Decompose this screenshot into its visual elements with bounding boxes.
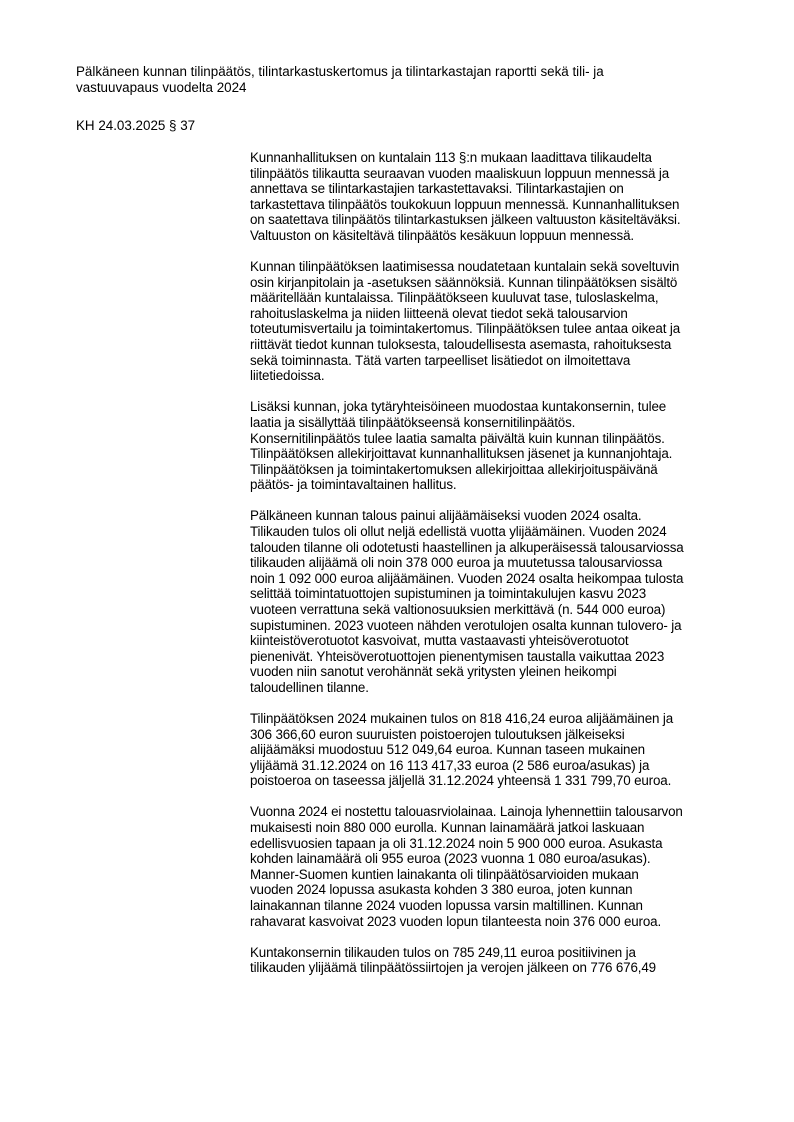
text-line: poistoeroa on taseessa jäljellä 31.12.2024 yhteensä 1 331 799,70 euroa. (250, 773, 672, 789)
text-line: vuoden niin sanotut verohännät sekä yritysten yleinen heikompi (250, 664, 617, 680)
text-line: ylijäämä 31.12.2024 on 16 113 417,33 euroa (2 586 euroa/asukas) ja (250, 757, 650, 773)
meeting-reference: KH 24.03.2025 § 37 (76, 118, 196, 133)
text-line: talouden tilanne oli odotetusti haastellinen ja alkuperäisessä talousarviossa (250, 539, 684, 555)
paragraph-economy-2024 (250, 508, 750, 695)
text-line: vuoteen verrattuna sekä valtionosuuksien merkittävä (n. 544 000 euroa) (250, 601, 666, 617)
page-title-line: Pälkäneen kunnan tilinpäätös, tilintarkastuskertomus ja tilintarkastajan raportti sekä tili- ja (76, 64, 604, 79)
text-line: tarkastettava tilinpäätös toukokuun loppuun mennessä. Kunnanhallituksen (250, 196, 680, 212)
paragraph-result-2024 (250, 711, 750, 789)
text-line: pienenivät. Yhteisöverotuottojen pienentymisen taustalla vaikuttaa 2023 (250, 648, 665, 664)
text-line: rahavarat kasvoivat 2023 vuoden lopun tilanteesta noin 376 000 euroa. (250, 913, 662, 929)
text-line: määritellään kuntalaissa. Tilinpäätökseen kuuluvat tase, tuloslaskelma, (250, 290, 659, 306)
text-line: Kunnanhallituksen on kuntalain 113 §:n mukaan laadittava tilikaudelta (250, 150, 652, 165)
text-line: Tilinpäätöksen 2024 mukainen tulos on 818 416,24 euroa alijäämäinen ja (250, 711, 674, 726)
text-line: vuoden 2024 lopussa asukasta kohden 3 380 euroa, joten kunnan (250, 882, 633, 898)
text-line: tilinpäätös tilikautta seuraavan vuoden maaliskuun loppuun mennessä ja (250, 165, 670, 181)
text-line: osin kirjanpitolain ja -asetuksen säännöksiä. Kunnan tilinpäätöksen sisältö (250, 274, 678, 290)
text-line: päätös- ja toimintavaltainen hallitus. (250, 477, 457, 493)
text-line: sekä toiminnasta. Tätä varten tarpeelliset lisätiedot on ilmoitettava (250, 352, 631, 368)
text-line: supistuminen. 2023 vuoteen nähden verotulojen osalta kunnan tulovero- ja (250, 617, 682, 633)
text-line: mukaisesti noin 880 000 eurolla. Kunnan lainamäärä jatkoi laskuaan (250, 820, 645, 836)
paragraph-group-result (250, 945, 750, 976)
document-body (250, 150, 750, 991)
text-line: Vuonna 2024 ei nostettu talouasrviolainaa. Lainoja lyhennettiin talousarvon (250, 804, 683, 820)
page-title-line: vastuuvapaus vuodelta 2024 (76, 80, 247, 95)
text-line: riittävät tiedot kunnan tuloksesta, taloudellisesta asemasta, rahoituksesta (250, 337, 672, 353)
paragraph-group-statement (250, 399, 750, 493)
paragraph-statement-contents (250, 259, 750, 384)
paragraph-financial-statement-deadlines (250, 150, 750, 244)
text-line: liitetiedoissa. (250, 368, 325, 384)
text-line: annettava se tilintarkastajien tarkastettavaksi. Tilintarkastajien on (250, 181, 624, 197)
text-line: Lisäksi kunnan, joka tytäryhteisöineen muodostaa kuntakonsernin, tulee (250, 399, 667, 415)
text-line: selittää toimintatuottojen supistuminen ja toimintakulujen kasvu 2023 (250, 586, 647, 602)
text-line: toteutumisvertailu ja toimintakertomus. Tilinpäätöksen tulee antaa oikeat ja (250, 321, 680, 337)
text-line: kiinteistöverotuotot kasvoivat, mutta vastaavasti yhteisöverotuotot (250, 633, 629, 649)
text-line: Pälkäneen kunnan talous painui alijäämäiseksi vuoden 2024 osalta. (250, 508, 642, 524)
text-line: on saatettava tilinpäätös tilintarkastuksen jälkeen valtuuston käsiteltäväksi. (250, 212, 681, 228)
paragraph-loans (250, 804, 750, 929)
text-line: 306 366,60 euron suuruisten poistoerojen tuloutuksen jälkeiseksi (250, 726, 625, 742)
text-line: edellisvuosien tapaan ja oli 31.12.2024 noin 5 900 000 euroa. Asukasta (250, 835, 663, 851)
text-line: Tilinpäätöksen ja toimintakertomuksen allekirjoittaa allekirjoituspäivänä (250, 461, 658, 477)
text-line: Tilinpäätöksen allekirjoittavat kunnanhallituksen jäsenet ja kunnanjohtaja. (250, 446, 673, 462)
text-line: rahoituslaskelma ja niiden liitteenä olevat tiedot sekä talousarvion (250, 305, 628, 321)
text-line: Valtuuston on käsiteltävä tilinpäätös kesäkuun loppuun mennessä. (250, 227, 634, 243)
text-line: noin 1 092 000 euroa alijäämäinen. Vuoden 2024 osalta heikompaa tulosta (250, 570, 684, 586)
text-line: alijäämäksi muodostuu 512 049,64 euroa. Kunnan taseen mukainen (250, 742, 645, 758)
text-line: lainakannan tilanne 2024 vuoden lopussa varsin maltillinen. Kunnan (250, 898, 643, 914)
text-line: Kunnan tilinpäätöksen laatimisessa noudatetaan kuntalain sekä soveltuvin (250, 259, 680, 275)
page-title (76, 64, 716, 96)
text-line: tilikauden ylijäämä tilinpäätössiirtojen ja verojen jälkeen on 776 676,49 (250, 960, 656, 976)
text-line: Kuntakonsernin tilikauden tulos on 785 249,11 euroa positiivinen ja (250, 944, 636, 960)
text-line: taloudellinen tilanne. (250, 679, 369, 695)
text-line: Tilikauden tulos oli ollut neljä edellistä vuotta ylijäämäinen. Vuoden 2024 (250, 523, 667, 539)
text-line: Konsernitilinpäätös tulee laatia samalta päivältä kuin kunnan tilinpäätös. (250, 430, 665, 446)
text-line: laatia ja sisällyttää tilinpäätökseensä konsernitilinpäätös. (250, 414, 576, 430)
text-line: tilikauden alijäämä oli noin 378 000 euroa ja muutetussa talousarviossa (250, 555, 663, 571)
text-line: Manner-Suomen kuntien lainakanta oli tilinpäätösarvioiden mukaan (250, 866, 639, 882)
text-line: kohden lainamäärä oli 955 euroa (2023 vuonna 1 080 euroa/asukas). (250, 851, 651, 867)
